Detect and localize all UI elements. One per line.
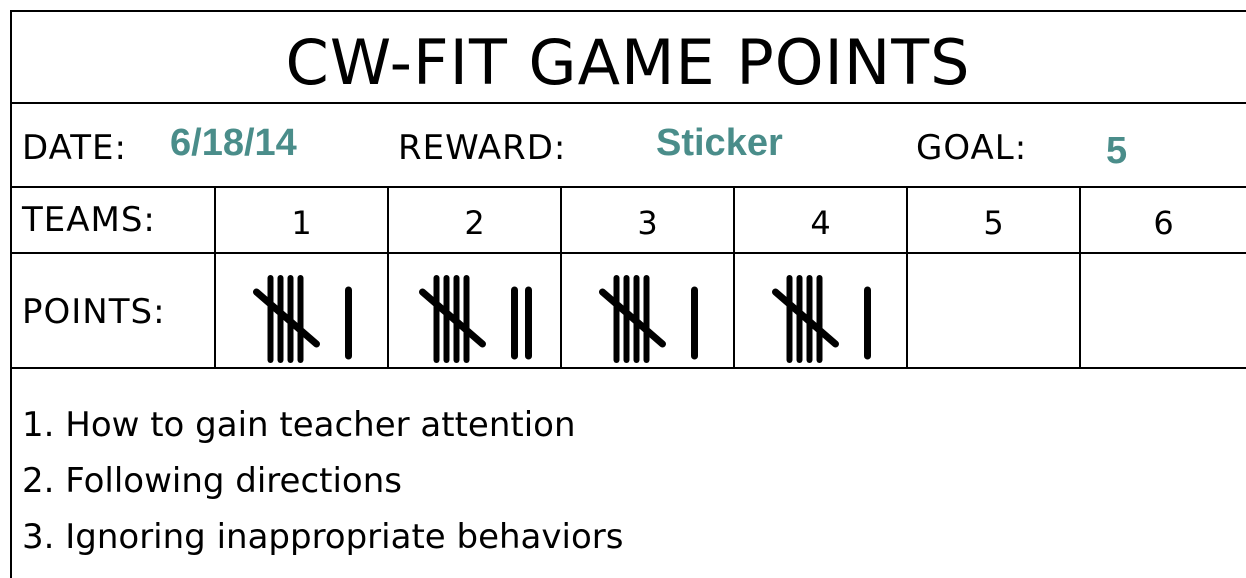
teams-divider [10, 252, 1246, 254]
team-number: 3 [637, 204, 658, 242]
reward-label: REWARD: [398, 128, 567, 168]
tally-marks [216, 262, 387, 378]
team-number: 1 [291, 204, 312, 242]
tally-marks [389, 262, 560, 378]
tally-marks [908, 262, 1079, 378]
tally-slash [776, 292, 836, 344]
team-number: 5 [983, 204, 1004, 242]
team-number: 2 [464, 204, 485, 242]
tally-slash [423, 292, 483, 344]
date-value: 6/18/14 [170, 122, 297, 164]
page-title: CW-FIT GAME POINTS [285, 26, 971, 99]
tally-marks [1081, 262, 1246, 378]
behavior-item: 3. Ignoring inappropriate behaviors [22, 517, 624, 557]
team-number: 4 [810, 204, 831, 242]
behavior-item: 1. How to gain teacher attention [22, 405, 576, 445]
teams-label: TEAMS: [22, 200, 156, 240]
date-label: DATE: [22, 128, 127, 168]
tally-slash [257, 292, 317, 344]
team-number: 6 [1153, 204, 1174, 242]
points-label: POINTS: [22, 292, 166, 332]
tally-marks [562, 262, 733, 378]
behavior-item: 2. Following directions [22, 461, 402, 501]
title-divider [10, 102, 1246, 104]
tally-slash [603, 292, 663, 344]
reward-value: Sticker [656, 122, 783, 164]
goal-label: GOAL: [916, 128, 1028, 168]
info-divider [10, 186, 1246, 188]
top-border [10, 10, 1246, 12]
tally-marks [735, 262, 906, 378]
game-points-board [10, 10, 1246, 578]
goal-value: 5 [1106, 130, 1128, 172]
